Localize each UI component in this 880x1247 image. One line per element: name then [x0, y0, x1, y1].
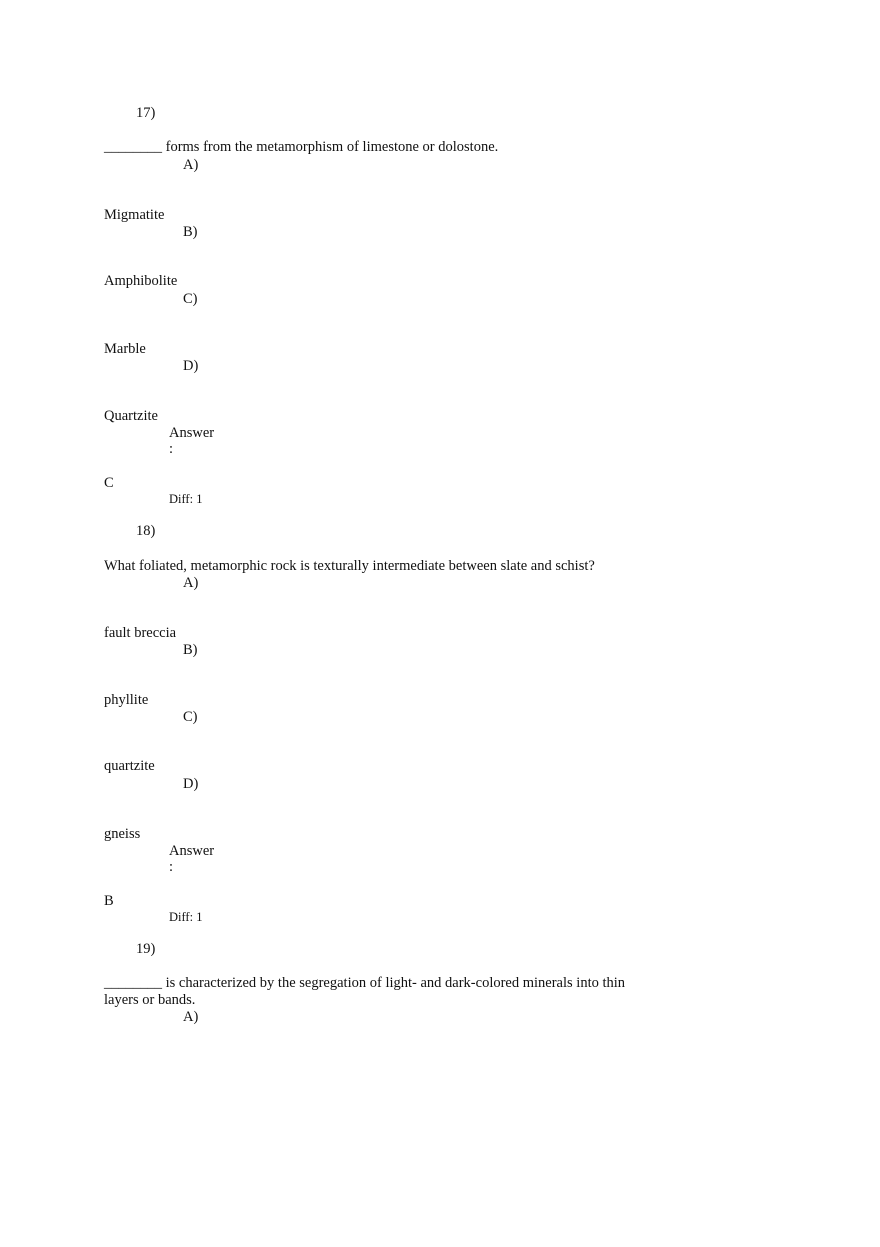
option-text: fault breccia [104, 625, 177, 641]
option-letter: B) [183, 224, 198, 240]
option-letter: A) [183, 575, 199, 591]
answer-value: C [104, 475, 114, 491]
option-letter: A) [183, 1009, 199, 1025]
option-letter: D) [183, 358, 199, 374]
question-number: 18) [136, 523, 156, 539]
option-text: phyllite [104, 692, 149, 708]
question-number: 19) [136, 941, 156, 957]
option-text: quartzite [104, 758, 155, 774]
answer-colon: : [169, 859, 174, 875]
option-letter: C) [183, 291, 198, 307]
option-text: Amphibolite [104, 273, 178, 289]
option-letter: C) [183, 709, 198, 725]
question-stem: What foliated, metamorphic rock is texturally intermediate between slate and schist? [104, 558, 595, 574]
difficulty: Diff: 1 [169, 492, 203, 506]
answer-label: Answer [169, 843, 215, 859]
difficulty: Diff: 1 [169, 910, 203, 924]
option-text: Quartzite [104, 408, 158, 424]
option-text: gneiss [104, 826, 141, 842]
option-letter: A) [183, 157, 199, 173]
option-text: Migmatite [104, 207, 165, 223]
question-stem: ________ forms from the metamorphism of limestone or dolostone. [104, 139, 499, 155]
answer-colon: : [169, 441, 174, 457]
option-text: Marble [104, 341, 146, 357]
answer-value: B [104, 893, 114, 909]
answer-label: Answer [169, 425, 215, 441]
option-letter: B) [183, 642, 198, 658]
question-stem: ________ is characterized by the segregation of light- and dark-colored minerals into thin layers or bands. [104, 975, 626, 1008]
option-letter: D) [183, 776, 199, 792]
question-number: 17) [136, 105, 156, 121]
